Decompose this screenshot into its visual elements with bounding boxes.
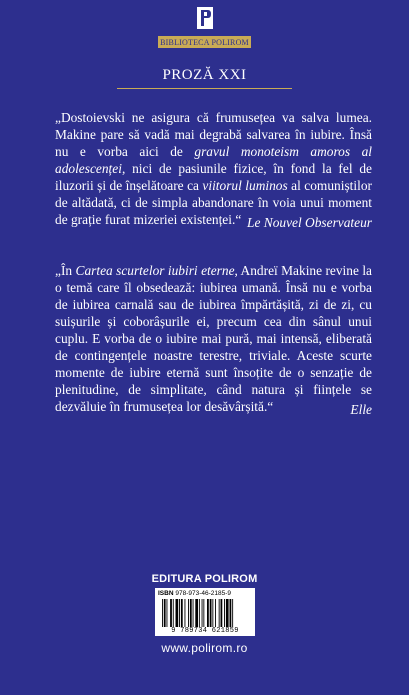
barcode-box [155,588,255,636]
barcode-bar [230,599,232,627]
barcode-bar [162,599,163,627]
isbn-number: 978-973-46-2185-9 [175,590,231,597]
barcode-bar [164,599,166,627]
publisher-name: EDITURA POLIROM [151,573,258,585]
barcode-bar [195,599,198,627]
barcode-bar [170,599,172,627]
quote-segment: „În [55,263,76,278]
barcode-bar [232,599,233,627]
barcode-bar [190,599,192,627]
collection-title: PROZĂ XXI [162,67,247,83]
barcode-bar [173,599,174,627]
barcode-bar [212,599,213,627]
barcode-bar [181,599,183,627]
barcode-bar [193,599,194,627]
quote-text [55,109,372,228]
quote-segment: , nici de pasiunile fizice, în fond la fel de iluzorii și de înșelătoare ca [55,161,372,193]
barcode-bar [226,599,229,627]
quote-italic-segment: gravul monoteism amoros al adolescenței [55,144,373,176]
quote-block-1 [55,109,372,228]
barcode-bar [207,599,209,627]
barcode-bar [199,599,200,627]
quote-italic-segment: Cartea scurtelor iubiri eterne [75,263,235,278]
series-band: BIBLIOTECA POLIROM [158,36,251,48]
publisher-logo [0,6,409,30]
quote-source-1: Le Nouvel Observateur [247,215,372,230]
isbn-label: ISBN [158,590,174,597]
quote-segment: „Dostoievski ne asigura că frumusețea va salva lumea. Makine pare să vadă mai degrabă salvarea în iubire. Însă nu e vorba aici de [55,110,372,159]
barcode-bar [179,599,180,627]
barcode-bar [203,599,204,627]
divider-rule [117,88,292,89]
barcode-bar [202,599,203,627]
quote-segment: , Andreï Makine revine la o temă care îl obsedează: iubirea umană. Însă nu e vorba de iubirea carnală sau de iubirea împărtășită, zi de zi, cu suișurile și coborâșurile ei, precum cea din sânul unui cuplu. E vorba de o iubire mai pură, mai intensă, eliberată de contingențele noastre terestre, triviale. Aceste scurte momente de iubire eternă sunt însoțite de o senzație de plenitudine, de simplitate, când natura și ființele se dezvăluie în frumusețea lor desăvârșită.“ [55,263,372,414]
quote-italic-segment: viitorul luminos [202,178,288,193]
barcode-number: 9 789734 621859 [171,627,239,635]
barcode-bar [215,599,216,627]
barcode-bar [219,599,220,627]
barcode-bar [224,599,225,627]
isbn-line [158,590,231,597]
quote-text [55,262,372,415]
barcode-bar [188,599,189,627]
barcode-bar [210,599,212,627]
barcode-icon [162,599,248,627]
barcode-bar [167,599,168,627]
quote-segment: al comuniștilor de altădată, ci de simpla abandonare în voia unui moment de grație furat mizeriei existenței.“ [55,178,372,227]
barcode-bar [221,599,223,627]
polirom-logo-icon [195,6,215,30]
website-url: www.polirom.ro [161,641,248,655]
quote-source-2: Elle [350,402,372,417]
quote-block-2 [55,262,372,415]
barcode-bar [176,599,179,627]
barcode-bar [185,599,186,627]
